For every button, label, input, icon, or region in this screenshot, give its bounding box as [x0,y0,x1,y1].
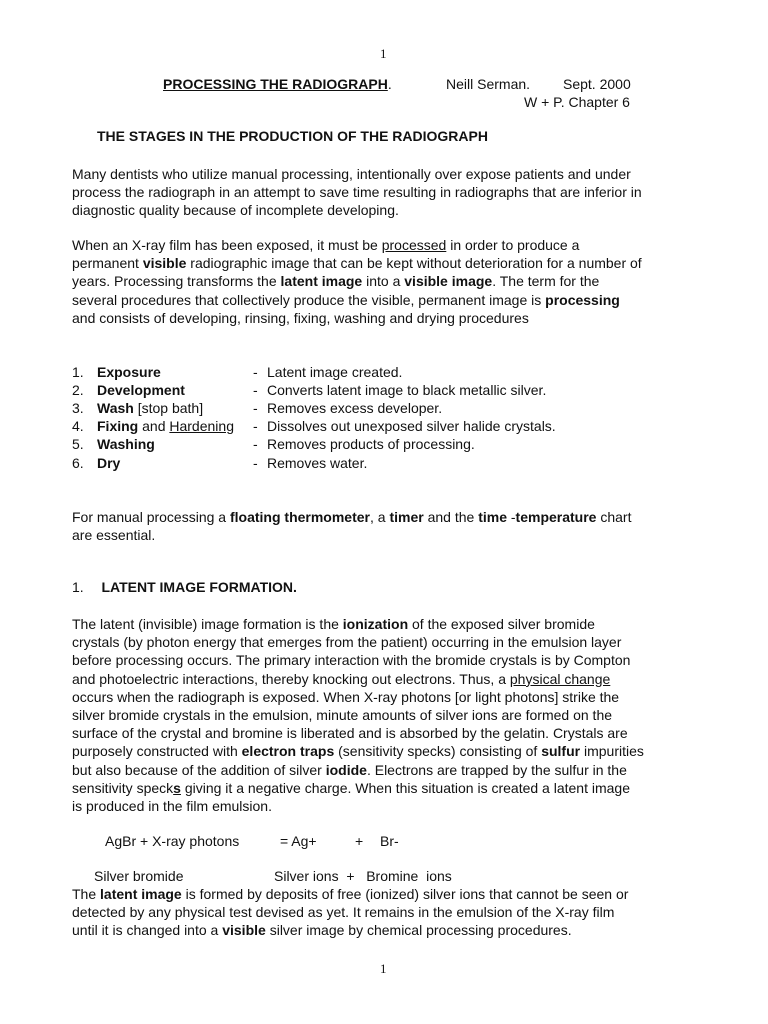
title-dot: . [387,76,392,92]
text-line: several procedures that collectively produce the visible, permanent image is processing [72,291,620,308]
page-number-bottom: 1 [380,961,387,976]
document-date: Sept. 2000 [563,76,631,92]
text-line: before processing occurs. The primary interaction with the bromide crystals is by Compton [72,652,631,669]
text-line: For manual processing a floating thermometer, a timer and the time -temperature chart [72,509,632,525]
text-line: occurs when the radiograph is exposed. When X-ray photons [or light photons] strike the [72,688,620,705]
latent-image-summary [72,885,702,940]
latent-image-heading: 1. LATENT IMAGE FORMATION. [72,579,297,595]
equation-label-products: Silver ions + Bromine ions [274,868,452,884]
text-line: is produced in the film emulsion. [72,798,272,815]
bold-visible: visible [142,255,187,272]
text-line: surface of the crystal and bromine is liberated and is absorbed by the gelatin. Crystals are [72,725,628,742]
chapter-reference: W + P. Chapter 6 [524,94,630,110]
title-text: PROCESSING THE RADIOGRAPH [163,76,388,92]
page-number-top: 1 [380,46,387,61]
bold-visible-image: visible image [404,273,493,290]
processing-paragraph [72,236,702,327]
equation-label-reactant: Silver bromide [94,868,184,884]
document-title [163,75,392,93]
text-line: Many dentists who utilize manual processing, intentionally over expose patients and under [72,166,631,182]
intro-paragraph [72,165,702,220]
text-line: but also because of the addition of silver iodide. Electrons are trapped by the sulfur in the [72,761,627,778]
section-heading: THE STAGES IN THE PRODUCTION OF THE RADIOGRAPH [97,128,488,144]
text-line: are essential. [72,527,156,544]
text-line: purposely constructed with electron traps (sensitivity specks) consisting of sulfur impurities [72,743,644,760]
text-line: years. Processing transforms the latent image into a visible image. The term for the [72,273,600,290]
equation-product: = Ag+ [280,833,317,849]
equation-plus: + [355,833,364,849]
text-line: detected by any physical test devised as yet. It remains in the emulsion of the X-ray film [72,904,615,921]
text-line: and consists of developing, rinsing, fixing, washing and drying procedures [72,309,529,326]
text-line: When an X-ray film has been exposed, it must be processed in order to produce a [72,237,580,253]
text-line: until it is changed into a visible silver image by chemical processing procedures. [72,922,572,939]
text-line: silver bromide crystals in the emulsion, minute amounts of silver ions are formed on the [72,707,613,724]
author-name: Neill Serman. [446,76,531,92]
equation-lhs: AgBr + X-ray photons [105,833,240,849]
latent-image-paragraph [72,615,702,815]
text-line: process the radiograph in an attempt to save time resulting in radiographs that are inferior in [72,184,642,201]
equipment-paragraph [72,508,702,544]
text-line: The latent image is formed by deposits of free (ionized) silver ions that cannot be seen or [72,886,629,902]
underlined-processed: processed [381,237,447,253]
text-line: crystals (by photon energy that emerges from the patient) occurring in the emulsion layer [72,634,622,651]
bold-processing: processing [545,291,620,308]
text-line: The latent (invisible) image formation is the ionization of the exposed silver bromide [72,616,595,632]
text-line: and photoelectric interactions, thereby knocking out electrons. Thus, a physical change [72,670,611,687]
document-page: 1 PROCESSING THE RADIOGRAPH. Neill Serman. Sept. 2000 W + P. Chapter 6 THE STAGES IN THE PRODUCTION OF THE RADIOGRAPH Many dentists who utilize manual processing, intentionally over expose patients and under process the radiograph in an attempt to save time resulting in radiographs that are inferior in diagnostic quality because of incomplete developing. When an X-ray film has been exposed, it must be processed in order to produce a permanent visible radiographic image that can be kept without deterioration for a number of years. Processing transforms the latent image into a visible image. The term for the several procedures that collectively produce the visible, permanent image is processing and consists of developing, rinsing, fixing, washing and drying procedures 1. Exposure - Latent image created. 2. Development - Converts latent image to black metallic silver. 3. Wash [stop bath] - Removes excess developer. 4. Fixing and Hardening - Dissolves out unexposed silver halide crystals. 5. Washing - Removes products of processing. 6. Dry - Removes water. For manual processing a floating thermometer, a timer and the time -temperature chart are essential. 1. LATENT IMAGE FORMATION. The latent (invisible) image formation is the ionization of the exposed silver bromide crystals (by photon energy that emerges from the patient) occurring in the emulsion layer before processing occurs. The primary interaction with the bromide crystals is by Compton and photoelectric interactions, thereby knocking out electrons. Thus, a physical change occurs when the radiograph is exposed. When X-ray photons [or light photons] strike the silver bromide crystals in the emulsion, minute amounts of silver ions are formed on the surface of the crystal and bromine is liberated and is absorbed by the gelatin. Crystals are purposely constructed with electron traps (sensitivity specks) consisting of sulfur impurities but also because of the addition of silver iodide. Electrons are trapped by the sulfur in the sensitivity specks giving it a negative charge. When this situation is created a latent image is produced in the film emulsion. AgBr + X-ray photons = Ag+ + Br- Silver bromide Silver ions + Bromine ions The latent image is formed by deposits of free (ionized) silver ions that cannot be seen or detected by any physical test devised as yet. It remains in the emulsion of the X-ray film until it is changed into a visible silver image by chemical processing procedures. 1 [0,0,768,1024]
equation-rhs: Br- [380,833,399,849]
text-line: permanent visible radiographic image that can be kept without deterioration for a number of [72,255,642,272]
text-line: diagnostic quality because of incomplete developing. [72,202,399,219]
bold-latent-image: latent image [280,273,363,290]
text-line: sensitivity specks giving it a negative charge. When this situation is created a latent image [72,779,630,796]
